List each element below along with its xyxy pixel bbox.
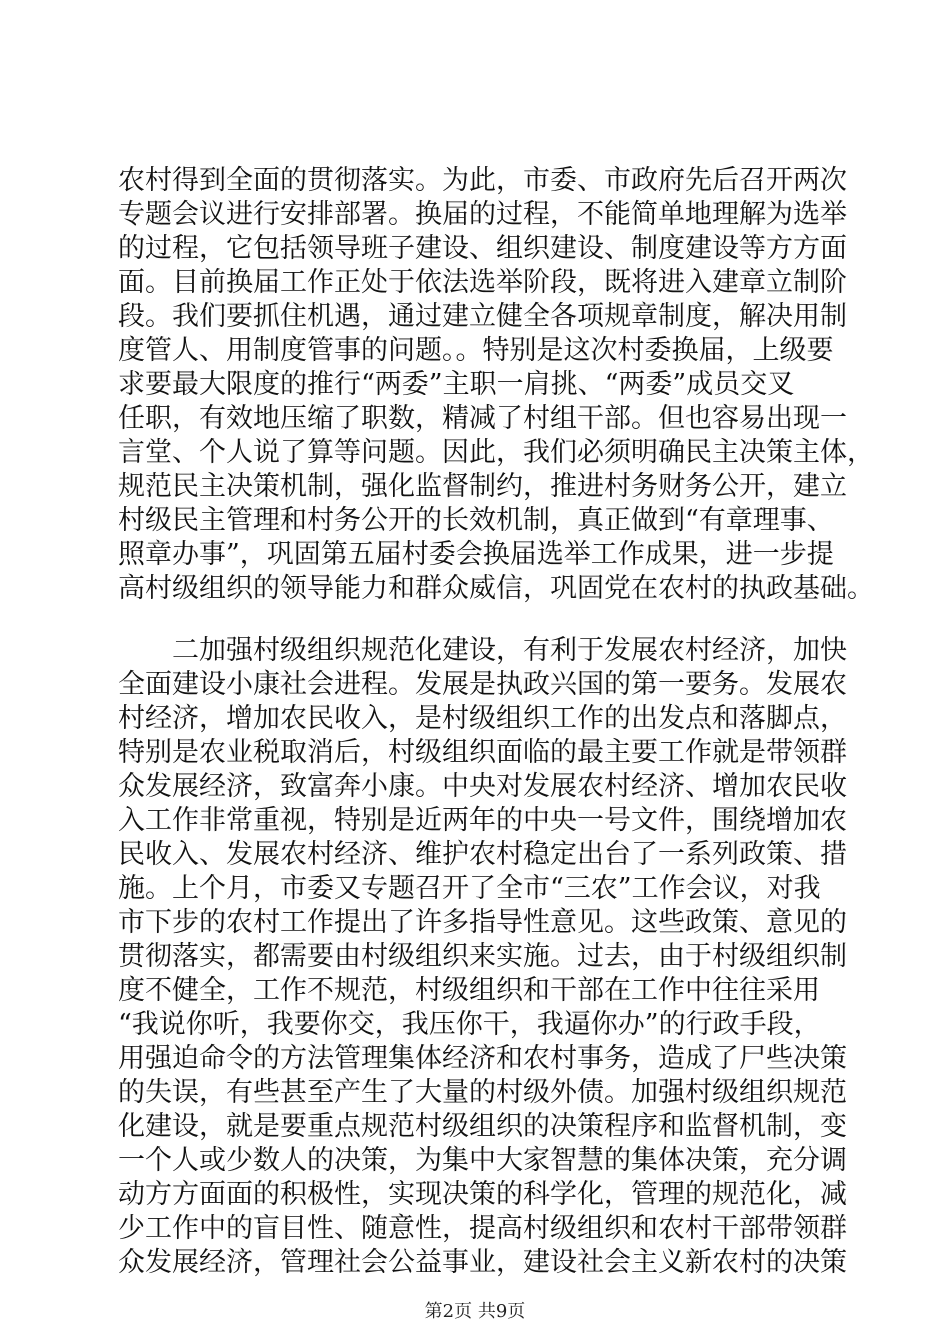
text-line: 规范民主决策机制，强化监督制约，推进村务财务公开，建立	[118, 471, 847, 502]
text-line: 专题会议进行安排部署。换届的过程，不能简单地理解为选举	[118, 199, 847, 230]
text-line: 段。我们要抓住机遇，通过建立健全各项规章制度，解决用制	[118, 301, 847, 332]
text-line: 众发展经济，致富奔小康。中央对发展农村经济、增加农民收	[118, 771, 847, 802]
text-line: 二加强村级组织规范化建设，有利于发展农村经济，加快	[118, 635, 847, 666]
page-footer: 第2页 共9页	[424, 1301, 526, 1322]
text-line: 言堂、个人说了算等问题。因此，我们必须明确民主决策主体，	[118, 437, 874, 468]
text-line: 的过程，它包括领导班子建设、组织建设、制度建设等方方面	[118, 233, 847, 264]
text-line: 求要最大限度的推行“两委”主职一肩挑、“两委”成员交叉	[118, 369, 795, 400]
text-line: 用强迫命令的方法管理集体经济和农村事务，造成了尸些决策	[118, 1043, 847, 1074]
text-line: 农村得到全面的贯彻落实。为此，市委、市政府先后召开两次	[118, 165, 847, 196]
text-line: 村级民主管理和村务公开的长效机制，真正做到“有章理事、	[118, 505, 834, 536]
text-line: 市下步的农村工作提出了许多指导性意见。这些政策、意见的	[118, 907, 847, 938]
text-line: 的失误，有些甚至产生了大量的村级外债。加强村级组织规范	[118, 1077, 847, 1108]
text-line: “我说你听，我要你交，我压你干，我逼你办”的行政手段，	[118, 1009, 821, 1040]
text-line: 照章办事”，巩固第五届村委会换届选举工作成果，进一步提	[118, 539, 834, 570]
text-line: 民收入、发展农村经济、维护农村稳定出台了一系列政策、措	[118, 839, 847, 870]
text-line: 少工作中的盲目性、随意性，提高村级组织和农村干部带领群	[118, 1213, 847, 1244]
text-line: 入工作非常重视，特别是近两年的中央一号文件，围绕增加农	[118, 805, 847, 836]
text-line: 动方方面面的积极性，实现决策的科学化，管理的规范化，减	[118, 1179, 847, 1210]
text-line: 化建设，就是要重点规范村级组织的决策程序和监督机制，变	[118, 1111, 847, 1142]
text-line: 施。上个月，市委又专题召开了全市“三农”工作会议，对我	[118, 873, 821, 904]
text-line: 全面建设小康社会进程。发展是执政兴国的第一要务。发展农	[118, 669, 847, 700]
text-line: 村经济，增加农民收入，是村级组织工作的出发点和落脚点，	[118, 703, 847, 734]
text-line: 度管人、用制度管事的问题。。特别是这次村委换届，上级要	[118, 335, 834, 366]
text-line: 贯彻落实，都需要由村级组织来实施。过去，由于村级组织制	[118, 941, 847, 972]
text-line: 一个人或少数人的决策，为集中大家智慧的集体决策，充分调	[118, 1145, 847, 1176]
text-line: 特别是农业税取消后，村级组织面临的最主要工作就是带领群	[118, 737, 847, 768]
text-line: 面。目前换届工作正处于依法选举阶段，既将进入建章立制阶	[118, 267, 847, 298]
text-line: 度不健全，工作不规范，村级组织和干部在工作中往往采用	[118, 975, 820, 1006]
text-line: 高村级组织的领导能力和群众威信，巩固党在农村的执政基础。	[118, 573, 874, 604]
text-line: 任职，有效地压缩了职数，精减了村组干部。但也容易出现一	[118, 403, 847, 434]
text-line: 众发展经济，管理社会公益事业，建设社会主义新农村的决策	[118, 1247, 847, 1278]
